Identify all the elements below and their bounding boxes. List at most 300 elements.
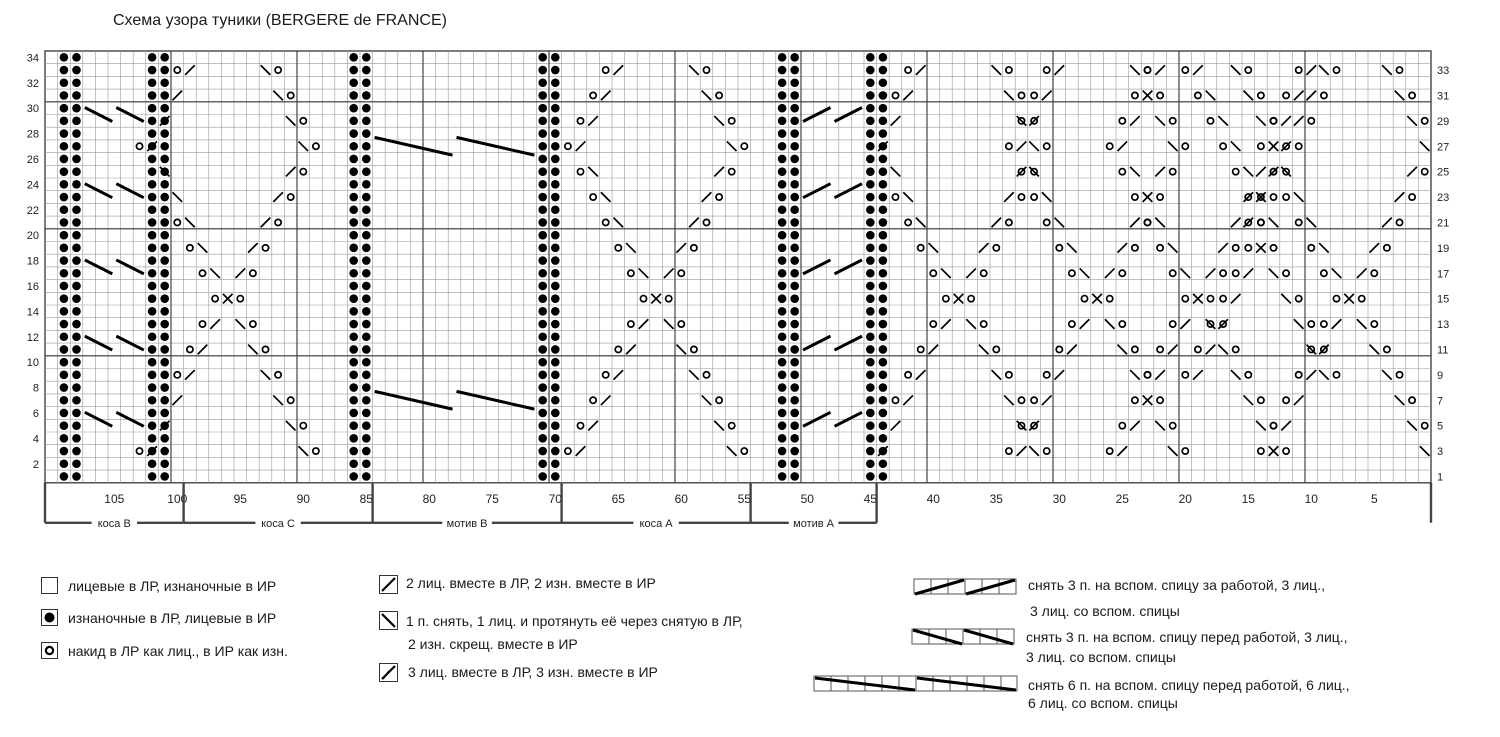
purl-stitch [778,383,787,392]
purl-stitch [778,218,787,227]
purl-stitch [790,383,799,392]
purl-stitch [72,396,81,405]
purl-stitch [778,142,787,151]
purl-stitch [160,332,169,341]
purl-stitch [349,320,358,329]
purl-stitch [790,332,799,341]
purl-stitch [866,307,875,316]
purl-symbol-icon [40,608,60,628]
purl-stitch [551,421,560,430]
cable-3-back-icon [912,576,1022,598]
column-number: 10 [1304,491,1318,506]
purl-stitch [362,282,371,291]
purl-stitch [60,129,69,138]
purl-stitch [349,193,358,202]
purl-stitch [349,294,358,303]
purl-stitch [866,383,875,392]
purl-stitch [148,396,157,405]
purl-stitch [349,434,358,443]
purl-stitch [60,294,69,303]
purl-stitch [551,256,560,265]
purl-stitch [551,269,560,278]
purl-stitch [60,53,69,62]
purl-stitch [349,396,358,405]
purl-stitch [148,53,157,62]
purl-stitch [538,383,547,392]
purl-stitch [362,104,371,113]
purl-stitch [879,244,888,253]
purl-stitch [790,294,799,303]
purl-stitch [866,78,875,87]
purl-stitch [160,180,169,189]
purl-stitch [790,320,799,329]
purl-stitch [160,409,169,418]
purl-stitch [72,53,81,62]
purl-stitch [72,205,81,214]
purl-stitch [349,218,358,227]
purl-stitch [879,218,888,227]
purl-stitch [538,104,547,113]
purl-stitch [551,383,560,392]
purl-stitch [879,53,888,62]
purl-stitch [790,472,799,481]
column-number: 85 [359,491,373,506]
purl-stitch [778,371,787,380]
purl-stitch [349,129,358,138]
purl-stitch [349,447,358,456]
purl-stitch [790,345,799,354]
section-label: мотив A [793,517,835,530]
column-number: 90 [296,491,310,506]
purl-stitch [72,332,81,341]
column-number: 95 [233,491,247,506]
purl-stitch [790,269,799,278]
purl-stitch [148,129,157,138]
purl-stitch [866,332,875,341]
purl-stitch [551,345,560,354]
purl-stitch [148,205,157,214]
legend-cable3f-line2: 3 лиц. со вспом. спицы [1026,649,1176,665]
purl-stitch [362,53,371,62]
purl-stitch [790,129,799,138]
purl-stitch [790,104,799,113]
purl-stitch [72,282,81,291]
purl-stitch [349,142,358,151]
purl-stitch [879,256,888,265]
purl-stitch [148,358,157,367]
purl-stitch [72,129,81,138]
column-number: 105 [104,491,125,506]
purl-stitch [60,345,69,354]
purl-stitch [60,142,69,151]
purl-stitch [148,459,157,468]
purl-stitch [160,383,169,392]
column-number: 35 [989,491,1003,506]
purl-stitch [148,104,157,113]
purl-stitch [160,320,169,329]
purl-stitch [362,155,371,164]
purl-stitch [362,205,371,214]
purl-stitch [778,282,787,291]
legend-cable3f-line1: снять 3 п. на вспом. спицу перед работой, 3 лиц., [1026,629,1348,645]
purl-stitch [362,472,371,481]
purl-stitch [349,459,358,468]
purl-stitch [60,447,69,456]
purl-stitch [538,231,547,240]
purl-stitch [879,91,888,100]
section-label: мотив B [446,517,488,530]
purl-stitch [60,244,69,253]
row-number-left: 34 [26,52,39,65]
purl-stitch [60,231,69,240]
purl-stitch [362,345,371,354]
purl-stitch [362,244,371,253]
legend-cable6f-line1: снять 6 п. на вспом. спицу перед работой, 6 лиц., [1028,677,1350,693]
purl-stitch [866,205,875,214]
legend-k2tog: 2 лиц. вместе в ЛР, 2 изн. вместе в ИР [406,575,656,591]
knit-symbol-icon [40,576,60,596]
purl-stitch [866,193,875,202]
legend-cable3b-line2: 3 лиц. со вспом. спицы [1030,603,1180,619]
purl-stitch [551,205,560,214]
purl-stitch [778,231,787,240]
purl-stitch [778,129,787,138]
purl-stitch [362,193,371,202]
purl-stitch [148,231,157,240]
purl-stitch [362,320,371,329]
purl-stitch [778,104,787,113]
purl-stitch [362,180,371,189]
row-number-right: 19 [1437,242,1450,255]
purl-stitch [349,205,358,214]
purl-stitch [148,307,157,316]
purl-stitch [778,332,787,341]
purl-stitch [778,180,787,189]
purl-stitch [778,155,787,164]
purl-stitch [879,358,888,367]
purl-stitch [60,269,69,278]
row-number-left: 4 [32,433,39,446]
row-number-right: 21 [1437,217,1450,230]
column-number: 50 [800,491,814,506]
row-number-left: 12 [26,331,39,344]
purl-stitch [60,383,69,392]
purl-stitch [538,396,547,405]
purl-stitch [160,155,169,164]
yarn-over-icon [40,641,60,661]
purl-stitch [72,358,81,367]
row-number-left: 8 [32,382,39,395]
purl-stitch [879,345,888,354]
purl-stitch [148,371,157,380]
row-number-left: 20 [26,230,39,243]
purl-stitch [790,307,799,316]
purl-stitch [148,409,157,418]
purl-stitch [866,53,875,62]
purl-stitch [72,66,81,75]
purl-stitch [778,307,787,316]
purl-stitch [866,66,875,75]
row-number-left: 10 [26,357,39,370]
column-number: 20 [1178,491,1192,506]
purl-stitch [790,53,799,62]
purl-stitch [551,434,560,443]
purl-stitch [551,320,560,329]
section-label: коса C [261,517,295,530]
purl-stitch [790,78,799,87]
purl-stitch [160,66,169,75]
purl-stitch [160,371,169,380]
chart-title: Схема узора туники (BERGERE de FRANCE) [113,12,447,29]
section-label: коса A [639,517,673,530]
purl-stitch [879,282,888,291]
purl-stitch [349,155,358,164]
purl-stitch [551,180,560,189]
purl-stitch [778,53,787,62]
purl-stitch [160,269,169,278]
purl-stitch [551,91,560,100]
purl-stitch [72,421,81,430]
purl-stitch [72,320,81,329]
purl-stitch [148,78,157,87]
section-label: коса B [97,517,131,530]
purl-stitch [790,396,799,405]
purl-stitch [72,104,81,113]
purl-stitch [778,167,787,176]
purl-stitch [790,205,799,214]
purl-stitch [362,294,371,303]
purl-stitch [60,307,69,316]
purl-stitch [879,320,888,329]
purl-stitch [60,358,69,367]
purl-stitch [778,193,787,202]
purl-stitch [778,205,787,214]
purl-stitch [866,269,875,278]
purl-stitch [148,193,157,202]
purl-stitch [551,447,560,456]
purl-stitch [148,345,157,354]
purl-stitch [72,167,81,176]
purl-stitch [349,256,358,265]
purl-stitch [538,117,547,126]
purl-stitch [551,104,560,113]
purl-stitch [349,117,358,126]
column-number: 45 [863,491,877,506]
purl-stitch [60,421,69,430]
purl-stitch [362,129,371,138]
column-number: 40 [926,491,940,506]
purl-stitch [362,371,371,380]
purl-stitch [362,358,371,367]
purl-stitch [72,409,81,418]
purl-stitch [551,193,560,202]
purl-stitch [60,117,69,126]
purl-stitch [60,282,69,291]
column-number: 65 [611,491,625,506]
purl-stitch [60,256,69,265]
purl-stitch [538,307,547,316]
column-number: 5 [1370,491,1378,506]
purl-stitch [148,282,157,291]
purl-stitch [866,104,875,113]
purl-stitch [866,294,875,303]
legend-cable6f-line2: 6 лиц. со вспом. спицы [1028,695,1178,711]
purl-stitch [60,409,69,418]
purl-stitch [538,282,547,291]
purl-stitch [160,244,169,253]
purl-stitch [790,409,799,418]
purl-stitch [866,129,875,138]
purl-stitch [362,269,371,278]
purl-stitch [551,332,560,341]
purl-stitch [551,282,560,291]
purl-stitch [866,167,875,176]
purl-stitch [551,129,560,138]
column-number: 55 [737,491,751,506]
purl-stitch [148,66,157,75]
purl-stitch [160,294,169,303]
legend-yarn-over: накид в ЛР как лиц., в ИР как изн. [68,643,288,659]
column-number: 100 [167,491,188,506]
purl-stitch [349,332,358,341]
purl-stitch [362,434,371,443]
purl-stitch [362,421,371,430]
purl-stitch [538,167,547,176]
column-number: 30 [1052,491,1066,506]
purl-stitch [72,307,81,316]
legend-ssk-line2: 2 изн. скрещ. вместе в ИР [408,636,578,652]
purl-stitch [538,320,547,329]
purl-stitch [778,244,787,253]
purl-stitch [866,282,875,291]
purl-stitch [60,371,69,380]
purl-stitch [60,104,69,113]
legend-purl: изнаночные в ЛР, лицевые в ИР [68,610,277,626]
purl-stitch [160,142,169,151]
purl-stitch [148,294,157,303]
purl-stitch [778,91,787,100]
purl-stitch [778,269,787,278]
purl-stitch [72,459,81,468]
purl-stitch [790,434,799,443]
purl-stitch [148,155,157,164]
purl-stitch [72,383,81,392]
purl-stitch [879,231,888,240]
legend-cable3b-line1: снять 3 п. на вспом. спицу за работой, 3 лиц., [1028,577,1325,593]
purl-stitch [790,155,799,164]
purl-stitch [160,218,169,227]
purl-stitch [72,218,81,227]
purl-stitch [160,447,169,456]
purl-stitch [148,320,157,329]
purl-stitch [879,434,888,443]
row-number-right: 27 [1437,141,1450,154]
purl-stitch [349,383,358,392]
purl-stitch [72,244,81,253]
purl-stitch [362,396,371,405]
column-number: 60 [674,491,688,506]
purl-stitch [778,447,787,456]
purl-stitch [148,180,157,189]
purl-stitch [551,117,560,126]
row-number-left: 24 [26,179,39,192]
purl-stitch [879,371,888,380]
legend-ssk-line1: 1 п. снять, 1 лиц. и протянуть её через снятую в ЛР, [406,613,743,629]
column-number: 75 [485,491,499,506]
purl-stitch [879,180,888,189]
purl-stitch [778,345,787,354]
purl-stitch [551,155,560,164]
purl-stitch [72,345,81,354]
row-number-right: 23 [1437,192,1450,205]
purl-stitch [538,472,547,481]
purl-stitch [349,307,358,316]
purl-stitch [349,167,358,176]
purl-stitch [866,396,875,405]
purl-stitch [538,78,547,87]
purl-stitch [551,244,560,253]
purl-stitch [160,78,169,87]
purl-stitch [362,142,371,151]
purl-stitch [362,409,371,418]
purl-stitch [160,53,169,62]
purl-stitch [60,167,69,176]
purl-stitch [362,459,371,468]
row-number-right: 5 [1437,420,1444,433]
purl-stitch [538,421,547,430]
purl-stitch [778,117,787,126]
purl-stitch [160,129,169,138]
purl-stitch [778,78,787,87]
purl-stitch [362,91,371,100]
k2tog-icon [378,574,400,596]
purl-stitch [879,104,888,113]
purl-stitch [879,332,888,341]
row-number-right: 29 [1437,115,1450,128]
row-number-right: 33 [1437,65,1450,78]
purl-stitch [790,256,799,265]
purl-stitch [551,167,560,176]
purl-stitch [72,193,81,202]
legend-knit: лицевые в ЛР, изнаночные в ИР [68,578,277,594]
purl-stitch [790,244,799,253]
row-number-right: 7 [1437,395,1444,408]
purl-stitch [362,66,371,75]
purl-stitch [160,358,169,367]
legend-k3tog: 3 лиц. вместе в ЛР, 3 изн. вместе в ИР [408,664,658,680]
purl-stitch [72,142,81,151]
purl-stitch [362,231,371,240]
purl-stitch [551,218,560,227]
row-number-left: 16 [26,280,39,293]
purl-stitch [790,193,799,202]
purl-stitch [538,218,547,227]
purl-stitch [790,142,799,151]
purl-stitch [551,142,560,151]
purl-stitch [538,409,547,418]
purl-stitch [148,434,157,443]
purl-stitch [778,472,787,481]
purl-stitch [790,371,799,380]
row-number-right: 31 [1437,90,1450,103]
purl-stitch [60,180,69,189]
purl-stitch [866,244,875,253]
purl-stitch [879,307,888,316]
row-number-right: 15 [1437,293,1450,306]
purl-stitch [538,256,547,265]
purl-stitch [778,459,787,468]
purl-stitch [538,434,547,443]
